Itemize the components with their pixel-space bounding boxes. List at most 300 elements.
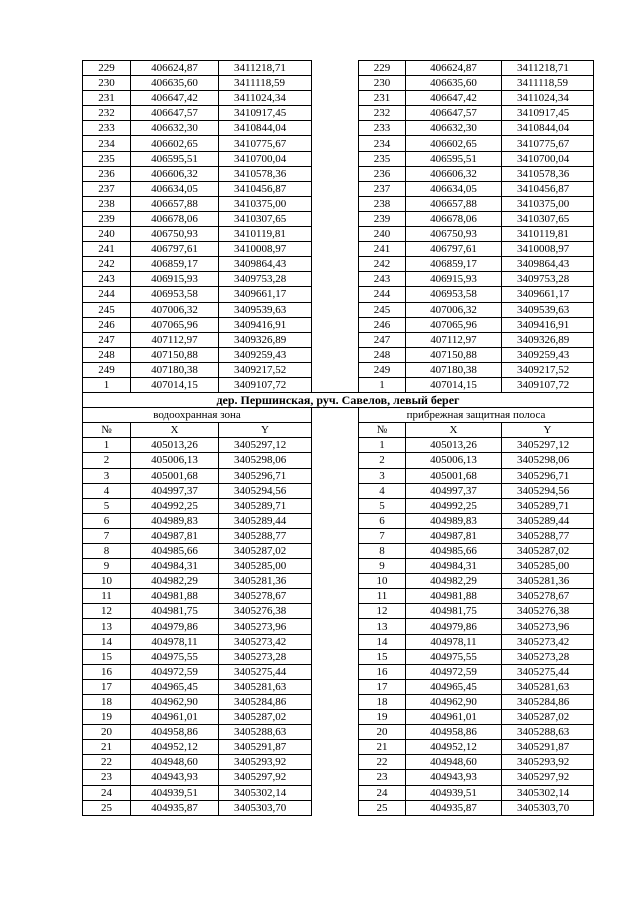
- right-x-coordinate: 405001,68: [406, 468, 502, 483]
- left-x-coordinate: 404935,87: [131, 800, 219, 815]
- left-x-coordinate: 404989,83: [131, 513, 219, 528]
- left-y-coordinate: 3405297,92: [219, 770, 312, 785]
- left-y-coordinate: 3409864,43: [219, 257, 312, 272]
- right-x-coordinate: 404943,93: [406, 770, 502, 785]
- left-point-number: 20: [83, 725, 131, 740]
- gap-cell: [312, 649, 359, 664]
- gap-cell: [312, 528, 359, 543]
- section-title: дер. Першинская, руч. Савелов, левый берег: [83, 393, 594, 408]
- right-x-coordinate: 406657,88: [406, 196, 502, 211]
- right-y-coordinate: 3409217,52: [502, 362, 594, 377]
- left-x-coordinate: 406647,42: [131, 91, 219, 106]
- left-point-number: 236: [83, 166, 131, 181]
- left-point-number: 235: [83, 151, 131, 166]
- left-point-number: 19: [83, 710, 131, 725]
- gap-cell: [312, 362, 359, 377]
- right-y-coordinate: 3405284,86: [502, 694, 594, 709]
- left-x-coordinate: 405006,13: [131, 453, 219, 468]
- table-row: [83, 483, 594, 498]
- zone-title-row: [83, 408, 594, 423]
- table-row: [83, 679, 594, 694]
- right-y-coordinate: 3410375,00: [502, 196, 594, 211]
- left-y-coordinate: 3410775,67: [219, 136, 312, 151]
- left-point-number: 247: [83, 332, 131, 347]
- right-point-number: 25: [359, 800, 406, 815]
- left-x-coordinate: 407180,38: [131, 362, 219, 377]
- right-y-coordinate: 3405273,42: [502, 634, 594, 649]
- table-row: [83, 272, 594, 287]
- coordinates-table: [82, 60, 594, 816]
- right-x-coordinate: 404975,55: [406, 649, 502, 664]
- right-y-coordinate: 3405303,70: [502, 800, 594, 815]
- gap-cell: [312, 710, 359, 725]
- table-row: [83, 544, 594, 559]
- gap-cell: [312, 468, 359, 483]
- right-y-coordinate: 3405278,67: [502, 589, 594, 604]
- left-point-number: 242: [83, 257, 131, 272]
- table-row: [83, 589, 594, 604]
- right-y-coordinate: 3405294,56: [502, 483, 594, 498]
- right-x-coordinate: 404987,81: [406, 528, 502, 543]
- right-x-coordinate: 406634,05: [406, 181, 502, 196]
- gap-cell: [312, 438, 359, 453]
- left-x-coordinate: 404987,81: [131, 528, 219, 543]
- gap-cell: [312, 694, 359, 709]
- right-point-number: 234: [359, 136, 406, 151]
- table-row: [83, 227, 594, 242]
- table-row: [83, 559, 594, 574]
- right-x-coordinate: 407006,32: [406, 302, 502, 317]
- table-row: [83, 242, 594, 257]
- left-x-coordinate: 407112,97: [131, 332, 219, 347]
- left-y-coordinate: 3409753,28: [219, 272, 312, 287]
- right-x-coordinate: 404962,90: [406, 694, 502, 709]
- left-y-coordinate: 3410375,00: [219, 196, 312, 211]
- right-y-coordinate: 3409326,89: [502, 332, 594, 347]
- right-point-number: 240: [359, 227, 406, 242]
- gap-cell: [312, 76, 359, 91]
- right-y-coordinate: 3409416,91: [502, 317, 594, 332]
- right-point-number: 1: [359, 438, 406, 453]
- right-point-number: 236: [359, 166, 406, 181]
- left-point-number: 23: [83, 770, 131, 785]
- right-point-number: 8: [359, 544, 406, 559]
- left-x-coordinate: 407006,32: [131, 302, 219, 317]
- gap-cell: [312, 272, 359, 287]
- right-y-coordinate: 3405281,36: [502, 574, 594, 589]
- left-x-coordinate: 405013,26: [131, 438, 219, 453]
- left-y-coordinate: 3411024,34: [219, 91, 312, 106]
- table-row: [83, 91, 594, 106]
- left-x-coordinate: 406678,06: [131, 211, 219, 226]
- table-row: [83, 649, 594, 664]
- left-y-coordinate: 3405273,96: [219, 619, 312, 634]
- right-point-number: 242: [359, 257, 406, 272]
- gap-cell: [312, 151, 359, 166]
- left-header-num: №: [83, 423, 131, 438]
- gap-cell: [312, 106, 359, 121]
- left-y-coordinate: 3405294,56: [219, 483, 312, 498]
- left-y-coordinate: 3410119,81: [219, 227, 312, 242]
- right-point-number: 246: [359, 317, 406, 332]
- right-y-coordinate: 3410456,87: [502, 181, 594, 196]
- left-x-coordinate: 406953,58: [131, 287, 219, 302]
- right-x-coordinate: 404948,60: [406, 755, 502, 770]
- right-x-coordinate: 406647,57: [406, 106, 502, 121]
- table-row: [83, 287, 594, 302]
- gap-cell: [312, 770, 359, 785]
- left-point-number: 11: [83, 589, 131, 604]
- right-x-coordinate: 406953,58: [406, 287, 502, 302]
- left-x-coordinate: 404962,90: [131, 694, 219, 709]
- left-y-coordinate: 3405287,02: [219, 710, 312, 725]
- right-y-coordinate: 3409753,28: [502, 272, 594, 287]
- left-y-coordinate: 3409259,43: [219, 347, 312, 362]
- left-point-number: 232: [83, 106, 131, 121]
- column-header-row: [83, 423, 594, 438]
- gap-cell: [312, 317, 359, 332]
- right-x-coordinate: 404997,37: [406, 483, 502, 498]
- left-y-coordinate: 3405275,44: [219, 664, 312, 679]
- left-y-coordinate: 3410700,04: [219, 151, 312, 166]
- table-row: [83, 181, 594, 196]
- gap-cell: [312, 166, 359, 181]
- right-y-coordinate: 3411118,59: [502, 76, 594, 91]
- table-row: [83, 740, 594, 755]
- left-y-coordinate: 3405288,77: [219, 528, 312, 543]
- gap-cell: [312, 423, 359, 438]
- left-point-number: 5: [83, 498, 131, 513]
- right-point-number: 23: [359, 770, 406, 785]
- right-point-number: 4: [359, 483, 406, 498]
- table-row: [83, 438, 594, 453]
- right-point-number: 24: [359, 785, 406, 800]
- gap-cell: [312, 634, 359, 649]
- right-x-coordinate: 406859,17: [406, 257, 502, 272]
- gap-cell: [312, 196, 359, 211]
- right-point-number: 230: [359, 76, 406, 91]
- left-y-coordinate: 3405284,86: [219, 694, 312, 709]
- left-x-coordinate: 406595,51: [131, 151, 219, 166]
- left-y-coordinate: 3405302,14: [219, 785, 312, 800]
- left-y-coordinate: 3409326,89: [219, 332, 312, 347]
- right-y-coordinate: 3410775,67: [502, 136, 594, 151]
- left-point-number: 239: [83, 211, 131, 226]
- left-point-number: 12: [83, 604, 131, 619]
- left-x-coordinate: 404992,25: [131, 498, 219, 513]
- right-point-number: 1: [359, 377, 406, 392]
- left-x-coordinate: 404952,12: [131, 740, 219, 755]
- left-y-coordinate: 3409661,17: [219, 287, 312, 302]
- left-point-number: 237: [83, 181, 131, 196]
- gap-cell: [312, 619, 359, 634]
- left-point-number: 230: [83, 76, 131, 91]
- table-row: [83, 196, 594, 211]
- left-y-coordinate: 3405276,38: [219, 604, 312, 619]
- left-y-coordinate: 3405273,42: [219, 634, 312, 649]
- gap-cell: [312, 61, 359, 76]
- left-point-number: 240: [83, 227, 131, 242]
- right-x-coordinate: 407112,97: [406, 332, 502, 347]
- left-point-number: 14: [83, 634, 131, 649]
- right-point-number: 3: [359, 468, 406, 483]
- left-point-number: 243: [83, 272, 131, 287]
- right-point-number: 22: [359, 755, 406, 770]
- left-point-number: 9: [83, 559, 131, 574]
- table-row: [83, 61, 594, 76]
- right-y-coordinate: 3410917,45: [502, 106, 594, 121]
- right-point-number: 21: [359, 740, 406, 755]
- table-row: [83, 785, 594, 800]
- left-x-coordinate: 404997,37: [131, 483, 219, 498]
- right-y-coordinate: 3405297,12: [502, 438, 594, 453]
- gap-cell: [312, 785, 359, 800]
- gap-cell: [312, 574, 359, 589]
- right-y-coordinate: 3410119,81: [502, 227, 594, 242]
- right-x-coordinate: 407065,96: [406, 317, 502, 332]
- left-y-coordinate: 3405297,12: [219, 438, 312, 453]
- table-row: [83, 468, 594, 483]
- right-x-coordinate: 404984,31: [406, 559, 502, 574]
- gap-cell: [312, 453, 359, 468]
- right-x-coordinate: 406797,61: [406, 242, 502, 257]
- bottom-rows-group: [83, 438, 594, 815]
- right-y-coordinate: 3405289,44: [502, 513, 594, 528]
- right-x-coordinate: 405013,26: [406, 438, 502, 453]
- left-x-coordinate: 404982,29: [131, 574, 219, 589]
- table-row: [83, 664, 594, 679]
- right-point-number: 249: [359, 362, 406, 377]
- left-point-number: 246: [83, 317, 131, 332]
- left-x-coordinate: 404948,60: [131, 755, 219, 770]
- left-y-coordinate: 3410008,97: [219, 242, 312, 257]
- right-x-coordinate: 404972,59: [406, 664, 502, 679]
- table-row: [83, 332, 594, 347]
- left-y-coordinate: 3410578,36: [219, 166, 312, 181]
- left-point-number: 233: [83, 121, 131, 136]
- gap-cell: [312, 181, 359, 196]
- left-y-coordinate: 3410917,45: [219, 106, 312, 121]
- right-x-coordinate: 407180,38: [406, 362, 502, 377]
- table-row: [83, 513, 594, 528]
- right-y-coordinate: 3405273,96: [502, 619, 594, 634]
- left-y-coordinate: 3405278,67: [219, 589, 312, 604]
- left-x-coordinate: 406634,05: [131, 181, 219, 196]
- right-header-num: №: [359, 423, 406, 438]
- left-x-coordinate: 407065,96: [131, 317, 219, 332]
- left-x-coordinate: 406632,30: [131, 121, 219, 136]
- left-x-coordinate: 404972,59: [131, 664, 219, 679]
- left-point-number: 6: [83, 513, 131, 528]
- right-y-coordinate: 3411218,71: [502, 61, 594, 76]
- left-point-number: 21: [83, 740, 131, 755]
- gap-cell: [312, 242, 359, 257]
- right-y-coordinate: 3409539,63: [502, 302, 594, 317]
- right-point-number: 5: [359, 498, 406, 513]
- left-point-number: 8: [83, 544, 131, 559]
- table-row: [83, 574, 594, 589]
- left-point-number: 3: [83, 468, 131, 483]
- left-point-number: 24: [83, 785, 131, 800]
- right-x-coordinate: 404965,45: [406, 679, 502, 694]
- left-x-coordinate: 406602,65: [131, 136, 219, 151]
- right-x-coordinate: 406678,06: [406, 211, 502, 226]
- left-x-coordinate: 406647,57: [131, 106, 219, 121]
- right-x-coordinate: 406915,93: [406, 272, 502, 287]
- left-y-coordinate: 3405291,87: [219, 740, 312, 755]
- left-point-number: 234: [83, 136, 131, 151]
- left-y-coordinate: 3405288,63: [219, 725, 312, 740]
- left-point-number: 2: [83, 453, 131, 468]
- left-x-coordinate: 404981,75: [131, 604, 219, 619]
- left-x-coordinate: 407150,88: [131, 347, 219, 362]
- left-point-number: 22: [83, 755, 131, 770]
- right-y-coordinate: 3410578,36: [502, 166, 594, 181]
- left-x-coordinate: 406624,87: [131, 61, 219, 76]
- table-row: [83, 257, 594, 272]
- gap-cell: [312, 257, 359, 272]
- table-row: [83, 302, 594, 317]
- right-x-coordinate: 404958,86: [406, 725, 502, 740]
- right-y-coordinate: 3410307,65: [502, 211, 594, 226]
- gap-cell: [312, 227, 359, 242]
- table-row: [83, 151, 594, 166]
- right-x-coordinate: 406632,30: [406, 121, 502, 136]
- right-y-coordinate: 3410008,97: [502, 242, 594, 257]
- table-row: [83, 211, 594, 226]
- table-row: [83, 362, 594, 377]
- left-y-coordinate: 3410844,04: [219, 121, 312, 136]
- gap-cell: [312, 347, 359, 362]
- right-point-number: 239: [359, 211, 406, 226]
- left-y-coordinate: 3409217,52: [219, 362, 312, 377]
- right-x-coordinate: 404952,12: [406, 740, 502, 755]
- left-point-number: 238: [83, 196, 131, 211]
- gap-cell: [312, 302, 359, 317]
- left-point-number: 1: [83, 438, 131, 453]
- top-rows-group: [83, 61, 594, 393]
- left-x-coordinate: 404978,11: [131, 634, 219, 649]
- table-row: [83, 166, 594, 181]
- right-point-number: 12: [359, 604, 406, 619]
- right-point-number: 231: [359, 91, 406, 106]
- left-point-number: 248: [83, 347, 131, 362]
- right-point-number: 13: [359, 619, 406, 634]
- table-row: [83, 800, 594, 815]
- right-x-coordinate: 404978,11: [406, 634, 502, 649]
- right-point-number: 241: [359, 242, 406, 257]
- table-row: [83, 121, 594, 136]
- left-y-coordinate: 3405296,71: [219, 468, 312, 483]
- left-y-coordinate: 3409416,91: [219, 317, 312, 332]
- gap-cell: [312, 679, 359, 694]
- table-row: [83, 453, 594, 468]
- table-row: [83, 634, 594, 649]
- left-x-coordinate: 406859,17: [131, 257, 219, 272]
- table-row: [83, 377, 594, 392]
- left-x-coordinate: 406606,32: [131, 166, 219, 181]
- right-y-coordinate: 3405291,87: [502, 740, 594, 755]
- table-row: [83, 619, 594, 634]
- table-row: [83, 317, 594, 332]
- right-y-coordinate: 3405273,28: [502, 649, 594, 664]
- left-y-coordinate: 3405281,36: [219, 574, 312, 589]
- right-point-number: 237: [359, 181, 406, 196]
- gap-cell: [312, 740, 359, 755]
- left-x-coordinate: 404961,01: [131, 710, 219, 725]
- gap-cell: [312, 800, 359, 815]
- left-point-number: 13: [83, 619, 131, 634]
- right-point-number: 15: [359, 649, 406, 664]
- left-header-x: X: [131, 423, 219, 438]
- left-y-coordinate: 3411218,71: [219, 61, 312, 76]
- right-y-coordinate: 3410700,04: [502, 151, 594, 166]
- right-y-coordinate: 3410844,04: [502, 121, 594, 136]
- right-point-number: 248: [359, 347, 406, 362]
- left-y-coordinate: 3410456,87: [219, 181, 312, 196]
- left-y-coordinate: 3405287,02: [219, 544, 312, 559]
- right-point-number: 20: [359, 725, 406, 740]
- gap-cell: [312, 589, 359, 604]
- right-x-coordinate: 404982,29: [406, 574, 502, 589]
- table-row: [83, 725, 594, 740]
- table-row: [83, 755, 594, 770]
- left-header-y: Y: [219, 423, 312, 438]
- left-y-coordinate: 3405289,44: [219, 513, 312, 528]
- right-x-coordinate: 405006,13: [406, 453, 502, 468]
- left-point-number: 231: [83, 91, 131, 106]
- right-point-number: 14: [359, 634, 406, 649]
- gap-cell: [312, 287, 359, 302]
- right-point-number: 244: [359, 287, 406, 302]
- left-point-number: 1: [83, 377, 131, 392]
- gap-cell: [312, 755, 359, 770]
- left-point-number: 249: [83, 362, 131, 377]
- right-y-coordinate: 3405296,71: [502, 468, 594, 483]
- left-y-coordinate: 3405298,06: [219, 453, 312, 468]
- right-point-number: 11: [359, 589, 406, 604]
- gap-cell: [312, 604, 359, 619]
- gap-cell: [312, 211, 359, 226]
- left-point-number: 18: [83, 694, 131, 709]
- right-point-number: 18: [359, 694, 406, 709]
- left-y-coordinate: 3405285,00: [219, 559, 312, 574]
- left-y-coordinate: 3405273,28: [219, 649, 312, 664]
- left-x-coordinate: 404975,55: [131, 649, 219, 664]
- table-row: [83, 76, 594, 91]
- right-point-number: 9: [359, 559, 406, 574]
- table-row: [83, 347, 594, 362]
- right-point-number: 233: [359, 121, 406, 136]
- right-x-coordinate: 406595,51: [406, 151, 502, 166]
- right-x-coordinate: 404979,86: [406, 619, 502, 634]
- table-row: [83, 710, 594, 725]
- left-y-coordinate: 3405289,71: [219, 498, 312, 513]
- left-y-coordinate: 3405293,92: [219, 755, 312, 770]
- gap-cell: [312, 91, 359, 106]
- right-y-coordinate: 3405298,06: [502, 453, 594, 468]
- right-zone-title: прибрежная защитная полоса: [359, 408, 594, 423]
- gap-cell: [312, 483, 359, 498]
- table-row: [83, 498, 594, 513]
- right-x-coordinate: 404939,51: [406, 785, 502, 800]
- table-row: [83, 604, 594, 619]
- left-x-coordinate: 404979,86: [131, 619, 219, 634]
- left-x-coordinate: 404943,93: [131, 770, 219, 785]
- gap-cell: [312, 408, 359, 423]
- right-point-number: 7: [359, 528, 406, 543]
- left-y-coordinate: 3409107,72: [219, 377, 312, 392]
